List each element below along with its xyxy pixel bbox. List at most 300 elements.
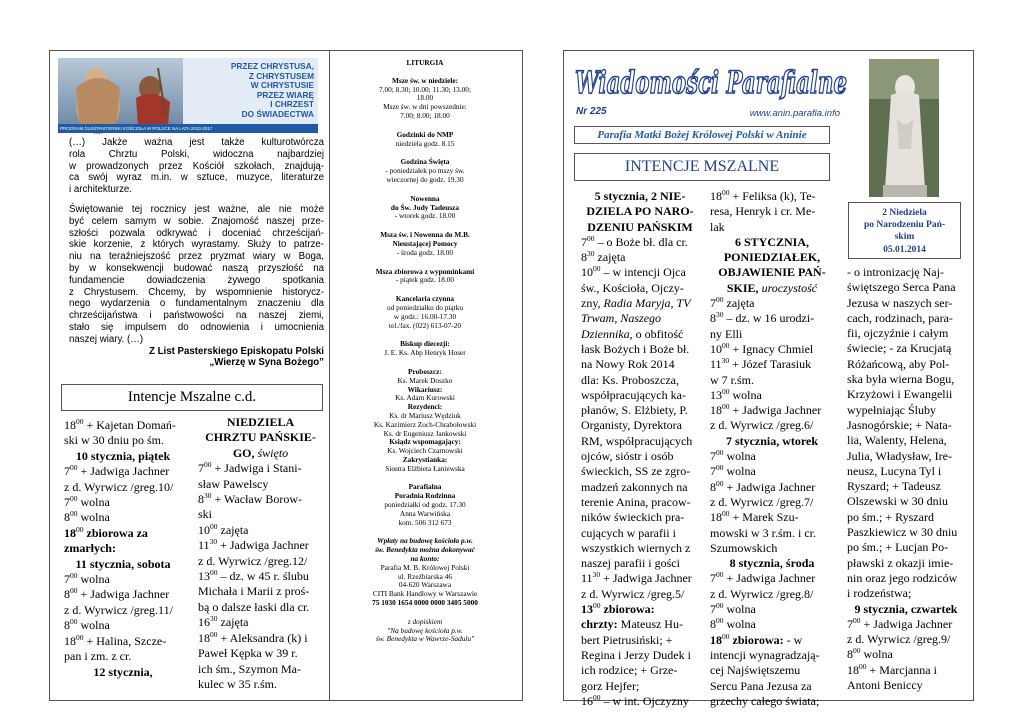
intention-line (847, 311, 965, 326)
mass-time-minutes: 00 (859, 661, 867, 671)
intention-line (710, 434, 834, 449)
info-heading: LITURGIA (406, 58, 444, 67)
intention-text: Ryszard; + Tadeusz (847, 479, 941, 494)
pastoral-line: niu na teraźniejszość przez pryzmat wiary w Boga, (69, 251, 324, 263)
intention-line (847, 663, 965, 678)
intention-text: świecie; - za Krucjatą (847, 341, 952, 356)
mass-time: 8 (710, 311, 716, 326)
intention-text: ników świeckich pra- (581, 510, 685, 525)
intention-text: Jasnogórskie; + Nata- (847, 417, 952, 432)
intention-line (198, 584, 323, 599)
info-block (332, 195, 518, 221)
intention-text: z d. Wyrwicz /greg.9/ (847, 632, 951, 647)
info-block (332, 158, 518, 184)
intention-line (847, 357, 965, 372)
intention-text: z d. Wyrwicz /greg.6/ (710, 418, 814, 433)
info-line: w godz.: 16.00-17.30 (393, 311, 457, 321)
intention-text: Michała i Marii z proś- (198, 584, 310, 599)
left-page (49, 50, 523, 701)
intention-line (581, 434, 699, 449)
mass-time-minutes: 00 (722, 340, 730, 350)
intention-line (198, 600, 323, 615)
banner-line: W CHRYSTUSIE (250, 80, 314, 91)
info-line: Siostra Elżbieta Łaniewska (385, 463, 465, 473)
intention-text: ska była wierna Bogu, (847, 372, 955, 387)
mass-time-minutes: 00 (593, 692, 601, 702)
info-line: Msze św. w dni powszednie: (383, 102, 467, 112)
mass-time: 11 (581, 571, 593, 586)
statue-illustration (869, 59, 939, 197)
parish-website[interactable]: www.anin.parafia.info (749, 108, 840, 119)
intention-line (581, 480, 699, 495)
info-heading: Msza zbiorowa z wypominkami (375, 266, 475, 276)
mass-time-minutes: 00 (76, 417, 84, 426)
intention-line (710, 250, 834, 265)
intention-text: z d. Wyrwicz /greg.10/ (64, 479, 174, 494)
intention-line (847, 280, 965, 295)
intention-line (710, 418, 834, 433)
intention-line (847, 464, 965, 479)
intention-line (581, 250, 699, 265)
intention-text: wolna (77, 495, 110, 510)
intention-text: z d. Wyrwicz /greg.5/ (581, 586, 685, 601)
mass-time-minutes: 00 (204, 460, 212, 470)
mass-time: 8 (581, 250, 587, 265)
mass-time: 10 (581, 265, 593, 280)
intention-text: - o intronizację Naj- (847, 265, 944, 279)
intention-text: + Kajetan Domań- (83, 418, 176, 432)
date-box-line: po Narodzeniu Pań- (863, 220, 946, 231)
left-intentions-col-2 (198, 415, 323, 697)
intention-line (710, 311, 834, 326)
intention-text: + Jadwiga Jachner (860, 616, 953, 631)
intention-line (710, 633, 834, 648)
section-title-box (574, 153, 830, 181)
intention-text: Szumowskich (710, 540, 778, 555)
info-line: Anna Warwińska (399, 508, 451, 518)
mass-time-minutes: 00 (587, 233, 595, 243)
info-heading: Biskup diecezji: (400, 339, 450, 349)
intention-text: świeckich, SS ze zgro- (581, 464, 691, 479)
intention-line (581, 449, 699, 464)
info-line: 7.00; 8.00; 18.00 (400, 110, 450, 120)
intention-text: 12 stycznia, (93, 664, 153, 679)
mass-time: 7 (710, 296, 716, 311)
info-line: Ks. Wojciech Czarnowski (387, 446, 463, 456)
mass-time-minutes: 30 (592, 570, 601, 580)
mass-time: 7 (710, 571, 716, 586)
mass-time-minutes: 00 (210, 568, 218, 578)
pastoral-source-title: „Wierzę w Syna Bożego” (209, 357, 324, 369)
info-heading: Ksiądz wspomagający: (389, 437, 461, 447)
intention-text: św., Kościoła, Ojczy- (581, 280, 684, 295)
intention-line (581, 357, 699, 372)
intention-line (64, 418, 182, 433)
intention-text: 9 stycznia, czwartek (854, 601, 958, 616)
intention-line (581, 679, 699, 694)
parish-name: Parafia Matki Bożej Królowej Polski w Aninie (597, 129, 807, 141)
intention-line (581, 663, 699, 678)
masthead-title (572, 59, 850, 103)
info-heading: Msze św. w niedziele: (391, 75, 459, 85)
pastoral-line: rola Chrztu Polski, widoczna najbardziej (69, 148, 324, 160)
intention-line (198, 415, 323, 430)
mass-time: 7 (710, 464, 716, 479)
info-heading: Nowenna (410, 193, 440, 203)
mass-time-minutes: 30 (721, 356, 730, 366)
info-line: 7.00; 8.30; 10.00; 11.30; 13.00; (379, 84, 471, 94)
info-block (332, 340, 518, 358)
intention-line (710, 679, 834, 694)
mass-time: 7 (64, 572, 70, 587)
intention-text: po śm.; + Ryszard (847, 509, 934, 524)
mass-time: 8 (64, 587, 70, 602)
intention-text: i rodzeństwa; (847, 586, 912, 601)
intention-text: wolna (723, 617, 756, 632)
intention-line (710, 541, 834, 556)
intention-line (581, 541, 699, 556)
intention-text: 8 stycznia, środa (729, 556, 815, 571)
intention-text: Paszkiewicz w 30 dniu (847, 525, 958, 540)
info-line: Parafia M. B. Królowej Polski (380, 562, 470, 572)
intention-line (198, 538, 323, 553)
intention-line (198, 523, 323, 538)
intention-line (64, 649, 182, 664)
intention-text-italic: Trwam, Naszego (581, 311, 662, 326)
intention-text: + Jadwiga Jachner (77, 464, 170, 479)
intention-text: Różańcową, aby Pol- (847, 356, 950, 371)
intention-text: wolna (77, 510, 110, 525)
banner-line: I CHRZEST (270, 99, 314, 110)
intention-text: intencji wynagradzają- (710, 647, 820, 662)
intention-line (198, 446, 323, 461)
info-block (332, 59, 518, 68)
intention-text: wolna (723, 602, 756, 617)
pastoral-letter (69, 137, 324, 369)
intention-text: bą o dalsze łaski dla cr. (198, 599, 310, 614)
intention-line (710, 373, 834, 388)
intention-text: Sercu Pana Jezusa za (710, 678, 812, 693)
mass-time: 16 (581, 693, 593, 708)
info-line: - środa godz. 18.00 (396, 247, 454, 257)
mass-time: 16 (198, 615, 210, 630)
intention-line (710, 388, 834, 403)
intention-text: - w (783, 632, 803, 647)
right-intentions-col-2 (710, 188, 834, 708)
intention-text: 10 stycznia, piątek (75, 448, 171, 463)
intention-line (581, 556, 699, 571)
intention-line (198, 507, 323, 522)
intention-line (198, 615, 323, 630)
intention-text: + Marcjanna i (866, 662, 937, 677)
intention-text: lak (710, 219, 725, 234)
intention-text: ich rodzice; + Grze- (581, 663, 678, 678)
mass-time: 18 (64, 525, 76, 540)
right-page (563, 50, 974, 708)
intention-text-italic: uroczystość (761, 280, 818, 295)
intention-line (710, 327, 834, 342)
info-line: od poniedziałku do piątku (387, 302, 463, 312)
intention-line (847, 586, 965, 601)
baptism-banner (58, 58, 318, 133)
intention-text: zbiorowa: (600, 602, 655, 617)
mass-time: 18 (710, 510, 722, 525)
intention-text: Krzyżowi i Ewangelii (847, 387, 953, 402)
intention-text: + Jadwiga Jachner (729, 403, 822, 418)
info-heading: Proboszcz: (408, 366, 442, 376)
parish-info-column (332, 59, 518, 695)
mass-time-minutes: 00 (76, 524, 84, 534)
intention-text: zmarłych: (64, 541, 116, 556)
intention-text: resa, Henryk i cr. Me- (710, 204, 816, 219)
intention-text-italic: święto (257, 445, 289, 460)
intention-line (710, 510, 834, 525)
sunday-date-box (848, 202, 961, 259)
intention-text: terenie Anina, pracow- (581, 494, 691, 509)
intention-line (847, 296, 965, 311)
intention-line (64, 433, 182, 448)
intention-line (710, 663, 834, 678)
info-line: 18.00 (416, 93, 434, 103)
intention-text: naszej parafii i gości (581, 556, 680, 571)
intention-line (581, 648, 699, 663)
mass-time-minutes: 30 (587, 249, 595, 259)
intention-text: łask Bożych i Boże bł. (581, 341, 690, 356)
info-block (332, 77, 518, 121)
intention-text: wolna (77, 618, 110, 633)
intention-text: współpracujących ka- (581, 387, 686, 402)
info-line: niedziela godz. 8.15 (395, 138, 455, 148)
mass-time: 10 (710, 341, 722, 356)
intention-line (198, 477, 323, 492)
mass-time-minutes: 00 (593, 264, 601, 274)
intention-text: po śm.; + Lucjan Po- (847, 540, 949, 555)
info-line: - piątek godz. 18.00 (395, 275, 455, 285)
intention-text: pławski z okazji imie- (847, 555, 954, 570)
mass-time: 8 (710, 617, 716, 632)
intention-line (847, 571, 965, 586)
date-box-line: 2 Niedziela (882, 208, 927, 218)
mass-time-minutes: 00 (716, 295, 724, 305)
intention-text: kulec w 35 r.śm. (198, 676, 277, 691)
intention-text: w 7 r.śm. (710, 372, 755, 387)
pastoral-paragraph-2 (69, 204, 324, 346)
info-block (332, 618, 518, 644)
intention-line (64, 464, 182, 479)
info-heading: Msza św. i Nowenna do M.B. (380, 230, 470, 240)
intention-line (847, 418, 965, 433)
intention-line (710, 694, 834, 709)
intention-text: wolna (729, 387, 762, 402)
intention-line (847, 341, 965, 356)
intention-line (710, 189, 834, 204)
intention-line (847, 433, 965, 448)
mass-time-minutes: 00 (70, 463, 78, 473)
intention-line (710, 464, 834, 479)
intention-text: NIEDZIELA (226, 415, 295, 429)
intention-line (847, 479, 965, 494)
intention-line (581, 220, 699, 235)
intention-line (64, 526, 182, 541)
mass-time: 7 (64, 464, 70, 479)
info-block (332, 537, 518, 607)
right-intentions-col-3 (847, 265, 965, 695)
intention-line (64, 665, 182, 680)
mass-time: 8 (64, 510, 70, 525)
intention-line (581, 571, 699, 586)
intention-text: zbiorowa za (83, 525, 148, 540)
intention-text: + Jadwiga Jachner (217, 538, 309, 553)
intention-line (581, 311, 699, 326)
intention-text: – dz. w 16 urodzi- (723, 311, 815, 326)
mass-time: 18 (710, 403, 722, 418)
intention-line (847, 556, 965, 571)
mass-time-minutes: 00 (70, 509, 78, 519)
intention-text: nin oraz jego rodziców (847, 570, 958, 585)
intention-line (847, 617, 965, 632)
intention-text: pan i zm. z cr. (64, 649, 132, 664)
info-line: Ks. dr Mariusz Wędziuk (389, 410, 461, 420)
info-line: ul. Rzeźbiarska 46 (397, 571, 453, 581)
intention-text: + Jadwiga Jachner (723, 479, 816, 494)
info-heading: Poradnia Rodzinna (394, 491, 456, 501)
mass-time-minutes: 00 (76, 632, 84, 642)
pastoral-line: chrześcijaństwa i państwowości na naszej ziemi, (69, 310, 324, 322)
intention-line (581, 403, 699, 418)
pastoral-line: by w konsekwencji budować naszą przyszłość na (69, 262, 324, 274)
intention-text: – w int. Ojczyzny (600, 693, 689, 708)
intention-text: wolna (723, 464, 756, 479)
intention-line (847, 403, 965, 418)
intention-text: 6 STYCZNIA, (734, 234, 809, 249)
bank-account: 75 1030 1654 0000 0000 3405 5000 (372, 598, 478, 608)
intention-text: wolna (860, 647, 893, 662)
intention-line (847, 540, 965, 555)
intention-line (710, 587, 834, 602)
intention-text: lia, Walenty, Helena, (847, 433, 947, 448)
mass-time-minutes: 00 (716, 616, 724, 626)
intention-text: Organisty, Dyrektora (581, 418, 682, 433)
intention-line (581, 495, 699, 510)
intention-line (64, 510, 182, 525)
intention-text: 5 stycznia, 2 NIE- (594, 189, 686, 203)
intention-text: wypełniając Śluby (847, 402, 936, 417)
info-line: Ks. dr Eugeniusz Jankowski (383, 428, 467, 438)
mass-time: 11 (198, 538, 210, 553)
intention-line (847, 326, 965, 341)
intention-line (64, 541, 182, 556)
left-heading-text: Intencje Mszalne c.d. (127, 389, 257, 405)
intention-line (710, 281, 834, 296)
info-line: Ks. Kazimierz Zoch-Chrabołowski (373, 419, 477, 429)
mass-time-minutes: 00 (716, 448, 724, 458)
banner-line: PRZEZ CHRYSTUSA, (230, 61, 314, 71)
mass-time-minutes: 00 (853, 646, 861, 656)
intention-text: + Halina, Szcze- (83, 633, 167, 648)
intention-line (847, 525, 965, 540)
mass-time: 18 (710, 632, 722, 647)
intention-text: + Jadwiga Jachner (723, 571, 816, 586)
mass-time: 18 (64, 418, 76, 432)
info-block (332, 231, 518, 257)
intention-text: chrzty: (581, 617, 618, 632)
mass-time: 13 (710, 387, 722, 402)
banner-line: DO ŚWIADECTWA (241, 108, 314, 119)
intention-text: z d. Wyrwicz /greg.11/ (64, 602, 173, 617)
intention-text: gorz Hejfer; (581, 678, 640, 693)
info-line: CITI Bank Handlowy w Warszawie (372, 589, 478, 599)
svg-text:Wiadomości Parafialne: Wiadomości Parafialne (575, 65, 847, 101)
intention-line (710, 648, 834, 663)
parish-name-box (574, 126, 830, 144)
intention-text: RM, współpracujących (581, 433, 693, 448)
intention-line (847, 494, 965, 509)
pastoral-line: skie korzenie, z których wyrastamy. Służy to patrze- (69, 239, 324, 251)
intention-line (581, 694, 699, 709)
intention-line (847, 372, 965, 387)
intention-text: dla: Ks. Proboszcza, (581, 372, 679, 387)
info-line: kom. 506 312 673 (398, 517, 452, 527)
date-box-line: 05.01.2014 (883, 244, 926, 255)
intention-text: zajęta (594, 250, 626, 265)
intention-line (581, 388, 699, 403)
info-heading: Wikariusz: (407, 384, 443, 394)
mass-time: 8 (710, 479, 716, 494)
intention-line (581, 342, 699, 357)
intention-line (64, 634, 182, 649)
intention-line (710, 403, 834, 418)
pastoral-line: (…) Jakże ważna jest także kulturotwórcza (69, 137, 324, 148)
intention-text: Olszewski w 30 dniu (847, 494, 948, 509)
intention-line (710, 617, 834, 632)
intention-line (581, 587, 699, 602)
intention-line (710, 265, 834, 280)
mass-time-minutes: 00 (722, 509, 730, 519)
intention-line (710, 357, 834, 372)
intention-text-italic: Radia Maryja, TV (603, 296, 691, 311)
intention-text: 11 stycznia, sobota (75, 556, 171, 571)
info-block (332, 131, 518, 149)
intention-line (581, 633, 699, 648)
info-line: - wtorek godz. 18.00 (394, 211, 456, 221)
intention-text: ski w 30 dniu po śm. (64, 433, 165, 448)
mass-time-minutes: 00 (716, 601, 724, 611)
intention-text: Paweł Kępka w 39 r. (198, 646, 298, 661)
mass-time: 18 (710, 189, 722, 203)
banner-footer: PROGRAM DUSZPASTERSKI KOŚCIOŁA W POLSCE NA LATA 2013-2017 (60, 126, 213, 131)
intention-text: ojców, sióstr i osób (581, 449, 674, 464)
pastoral-line: z Chrystusem. Chcemy, by wspomnienie historycz- (69, 286, 324, 298)
intention-text: z d. Wyrwicz /greg.12/ (198, 553, 308, 568)
intention-text: + Jadwiga i Stani- (211, 461, 302, 476)
intention-line (581, 373, 699, 388)
intention-text: zajęta (217, 522, 249, 537)
info-line: J. E. Ks. Abp Henryk Hoser (384, 348, 466, 358)
intention-line (581, 526, 699, 541)
intention-line (198, 569, 323, 584)
intention-text: Regina i Jerzy Dudek i (581, 647, 691, 662)
intention-line (581, 189, 699, 204)
intention-line (581, 418, 699, 433)
intention-line (581, 281, 699, 296)
mass-time-minutes: 00 (70, 617, 78, 627)
intention-line (847, 510, 965, 525)
pastoral-line: fundamencie dowiadczenia żywego spotkania (69, 274, 324, 286)
mass-time: 10 (198, 522, 210, 537)
intention-line (198, 461, 323, 476)
mass-time: 7 (847, 616, 853, 631)
info-heading: Rezydenci: (407, 402, 443, 412)
